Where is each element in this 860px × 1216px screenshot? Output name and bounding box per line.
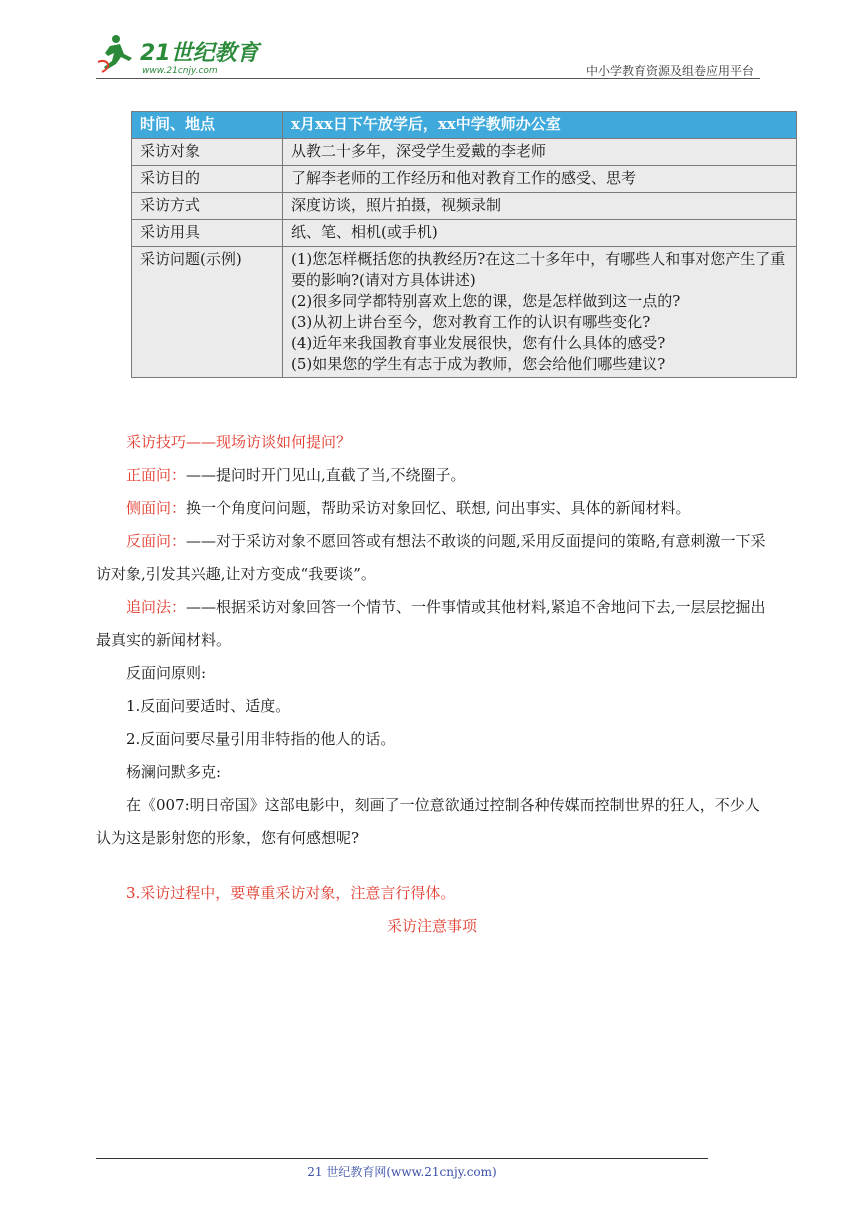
tip-item [96, 525, 768, 591]
table-row [132, 220, 797, 247]
tip-text: ——提问时开门见山,直截了当,不绕圈子。 [186, 466, 466, 484]
principle-title: 反面问原则: [126, 664, 207, 682]
example-text: 在《007:明日帝国》这部电影中，刻画了一位意欲通过控制各种传媒而控制世界的狂人，不少人认为这是影射您的形象，您有何感想呢? [96, 796, 760, 847]
principle-item: 2.反面问要尽量引用非特指的他人的话。 [126, 730, 396, 748]
header-divider [96, 78, 760, 79]
note-point: 3.采访过程中，要尊重采访对象，注意言行得体。 [126, 884, 456, 902]
tip-label: 反面问： [126, 532, 187, 550]
tip-label: 正面问： [126, 466, 187, 484]
table-value: 纸、笔、相机(或手机) [283, 220, 797, 247]
spacer [96, 855, 768, 877]
site-logo [96, 32, 266, 76]
table-value: x月xx日下午放学后，xx中学教师办公室 [283, 112, 797, 139]
footer-divider [96, 1158, 708, 1159]
question-item: (1)您怎样概括您的执教经历?在这二十多年中，有哪些人和事对您产生了重要的影响?(请对方具体讲述) [291, 250, 786, 289]
note-title: 采访注意事项 [386, 917, 477, 935]
tip-text: ——对于采访对象不愿回答或有想法不敢谈的问题,采用反面提问的策略,有意刺激一下采访对象,引发其兴趣,让对方变成“我要谈”。 [96, 532, 766, 583]
table-label: 采访对象 [132, 139, 283, 166]
svg-text:21世纪教育: 21世纪教育 [140, 41, 259, 66]
tip-text: ——根据采访对象回答一个情节、一件事情或其他材料,紧追不舍地问下去,一层层挖掘出最真实的新闻材料。 [96, 598, 766, 649]
table-row [132, 247, 797, 378]
interview-plan-table [131, 111, 797, 378]
table-value: 从教二十多年，深受学生爱戴的李老师 [283, 139, 797, 166]
footer-text: 21 世纪教育网(www.21cnjy.com) [307, 1165, 497, 1179]
tip-item [96, 591, 768, 657]
tip-label: 侧面问： [126, 499, 187, 517]
main-content [96, 426, 768, 943]
question-list [283, 247, 797, 378]
table-label: 采访目的 [132, 166, 283, 193]
table-value: 了解李老师的工作经历和他对教育工作的感受、思考 [283, 166, 797, 193]
table-label: 时间、地点 [132, 112, 283, 139]
question-item: (2)很多同学都特别喜欢上您的课，您是怎样做到这一点的? [291, 292, 681, 310]
tip-item [96, 492, 768, 525]
table-value: 深度访谈，照片拍摄，视频录制 [283, 193, 797, 220]
tip-text: 换一个角度问问题，帮助采访对象回忆、联想, 问出事实、具体的新闻材料。 [186, 499, 691, 517]
tip-label: 追问法： [126, 598, 187, 616]
principle-item: 1.反面问要适时、适度。 [126, 697, 291, 715]
table-row [132, 139, 797, 166]
tips-title: 采访技巧——现场访谈如何提问？ [126, 433, 352, 451]
tip-item [96, 459, 768, 492]
question-item: (5)如果您的学生有志于成为教师，您会给他们哪些建议? [291, 355, 666, 373]
table-row [132, 193, 797, 220]
table-label: 采访用具 [132, 220, 283, 247]
question-item: (4)近年来我国教育事业发展很快，您有什么具体的感受? [291, 334, 666, 352]
page-header [96, 28, 760, 80]
table-row [132, 166, 797, 193]
svg-text:www.21cnjy.com: www.21cnjy.com [142, 66, 218, 76]
table-label: 采访问题(示例) [132, 247, 283, 378]
table-label: 采访方式 [132, 193, 283, 220]
example-title: 杨澜问默多克: [126, 763, 222, 781]
question-item: (3)从初上讲台至今，您对教育工作的认识有哪些变化? [291, 313, 651, 331]
table-row [132, 112, 797, 139]
platform-name: 中小学教育资源及组卷应用平台 [585, 64, 754, 78]
